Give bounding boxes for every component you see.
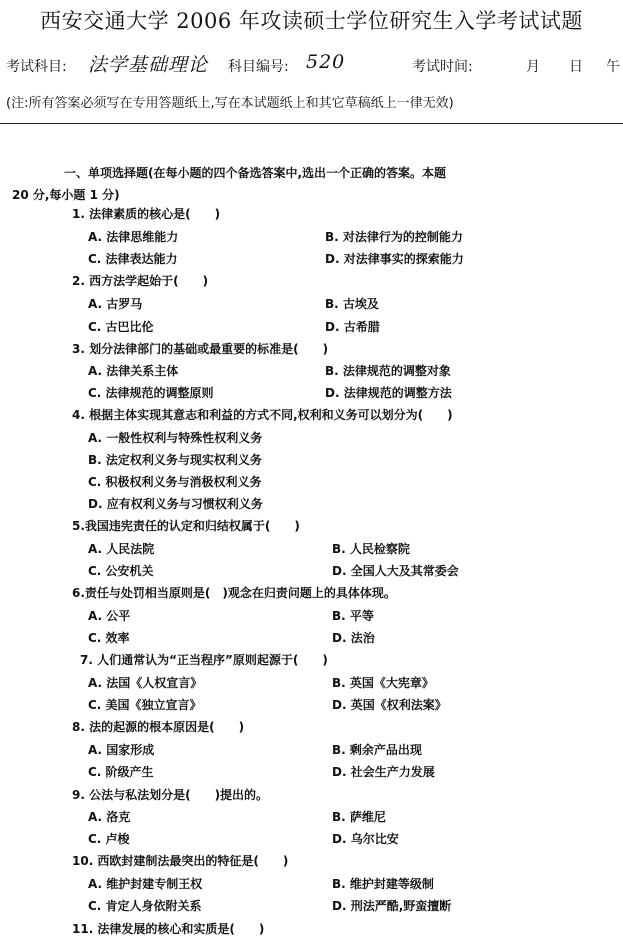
question-stem: 5.我国违宪责任的认定和归结权属于( ) — [72, 519, 300, 533]
section-heading-line2: 20 分,每小题 1 分) — [12, 188, 120, 202]
option-c: C. 肯定人身依附关系 — [88, 899, 202, 913]
time-label: 考试时间: — [412, 59, 473, 75]
option-b: B. 萨维尼 — [332, 810, 386, 824]
option-d: D. 刑法严酷,野蛮擅断 — [332, 899, 452, 913]
section-heading-line1: 一、单项选择题(在每小题的四个备选答案中,选出一个正确的答案。本题 — [64, 166, 447, 180]
code-label: 科目编号: — [228, 59, 289, 75]
option-d: D. 乌尔比安 — [332, 832, 399, 846]
section-heading — [12, 162, 604, 206]
subject-handwritten: 法学基础理论 — [88, 54, 209, 76]
option-d: D. 对法律事实的探索能力 — [325, 252, 464, 266]
option-c: C. 阶级产生 — [88, 765, 154, 779]
option-b: B. 剩余产品出现 — [332, 743, 422, 757]
option-c: C. 美国《独立宣言》 — [88, 698, 202, 712]
notice-text: (注:所有答案必须写在专用答题纸上,写在本试题纸上和其它草稿纸上一律无效) — [6, 96, 454, 111]
question-stem: 7. 人们通常认为“正当程序”原则起源于( ) — [80, 653, 328, 667]
option-d: D. 法治 — [332, 631, 375, 645]
day-label: 日 — [569, 59, 583, 75]
code-handwritten: 520 — [306, 51, 346, 73]
option-c: C. 公安机关 — [88, 564, 154, 578]
exam-meta-row — [6, 51, 620, 80]
question-stem: 3. 划分法律部门的基础或最重要的标准是( ) — [72, 342, 329, 356]
option-b: B. 维护封建等级制 — [332, 877, 434, 891]
question-stem: 9. 公法与私法划分是( )提出的。 — [72, 788, 269, 802]
option-c: C. 法律规范的调整原则 — [88, 386, 214, 400]
period-label: 午 — [606, 59, 620, 75]
option-a: A. 人民法院 — [88, 542, 155, 556]
option-a: A. 一般性权利与特殊性权利义务 — [88, 431, 263, 445]
option-b: B. 对法律行为的控制能力 — [325, 230, 463, 244]
option-c: C. 古巴比伦 — [88, 320, 154, 334]
month-label: 月 — [526, 59, 540, 75]
option-b: B. 英国《大宪章》 — [332, 676, 434, 690]
question-stem: 8. 法的起源的根本原因是( ) — [72, 720, 245, 734]
question-stem: 6.责任与处罚相当原则是( )观念在归责问题上的具体体现。 — [72, 586, 396, 600]
option-d: D. 社会生产力发展 — [332, 765, 435, 779]
question-stem: 4. 根据主体实现其意志和利益的方式不同,权利和义务可以划分为( ) — [72, 408, 453, 422]
option-b: B. 平等 — [332, 609, 374, 623]
option-d: D. 法律规范的调整方法 — [325, 386, 452, 400]
option-a: A. 洛克 — [88, 810, 131, 824]
option-a: A. 维护封建专制王权 — [88, 877, 203, 891]
subject-label: 考试科目: — [6, 59, 67, 75]
option-d: D. 古希腊 — [325, 320, 380, 334]
option-b: B. 法律规范的调整对象 — [325, 364, 451, 378]
option-b: B. 古埃及 — [325, 297, 379, 311]
option-c: C. 卢梭 — [88, 832, 130, 846]
option-b: B. 人民检察院 — [332, 542, 410, 556]
header-divider — [0, 123, 623, 124]
question-stem: 1. 法律素质的核心是( ) — [72, 207, 221, 221]
option-a: A. 法国《人权宣言》 — [88, 676, 203, 690]
option-a: A. 古罗马 — [88, 297, 143, 311]
option-a: A. 公平 — [88, 609, 131, 623]
option-c: C. 法律表达能力 — [88, 252, 178, 266]
option-d: D. 英国《权利法案》 — [332, 698, 447, 712]
option-a: A. 法律思维能力 — [88, 230, 179, 244]
question-stem: 11. 法律发展的核心和实质是( ) — [72, 922, 265, 936]
option-d: D. 全国人大及其常委会 — [332, 564, 459, 578]
option-a: A. 国家形成 — [88, 743, 155, 757]
exam-title: 西安交通大学 2006 年攻读硕士学位研究生入学考试试题 — [40, 9, 583, 33]
option-d: D. 应有权利义务与习惯权利义务 — [88, 497, 263, 511]
option-c: C. 积极权利义务与消极权利义务 — [88, 475, 262, 489]
question-stem: 10. 西欧封建制法最突出的特征是( ) — [72, 854, 289, 868]
option-b: B. 法定权利义务与现实权利义务 — [88, 453, 262, 467]
question-stem: 2. 西方法学起始于( ) — [72, 274, 209, 288]
option-a: A. 法律关系主体 — [88, 364, 179, 378]
option-c: C. 效率 — [88, 631, 130, 645]
